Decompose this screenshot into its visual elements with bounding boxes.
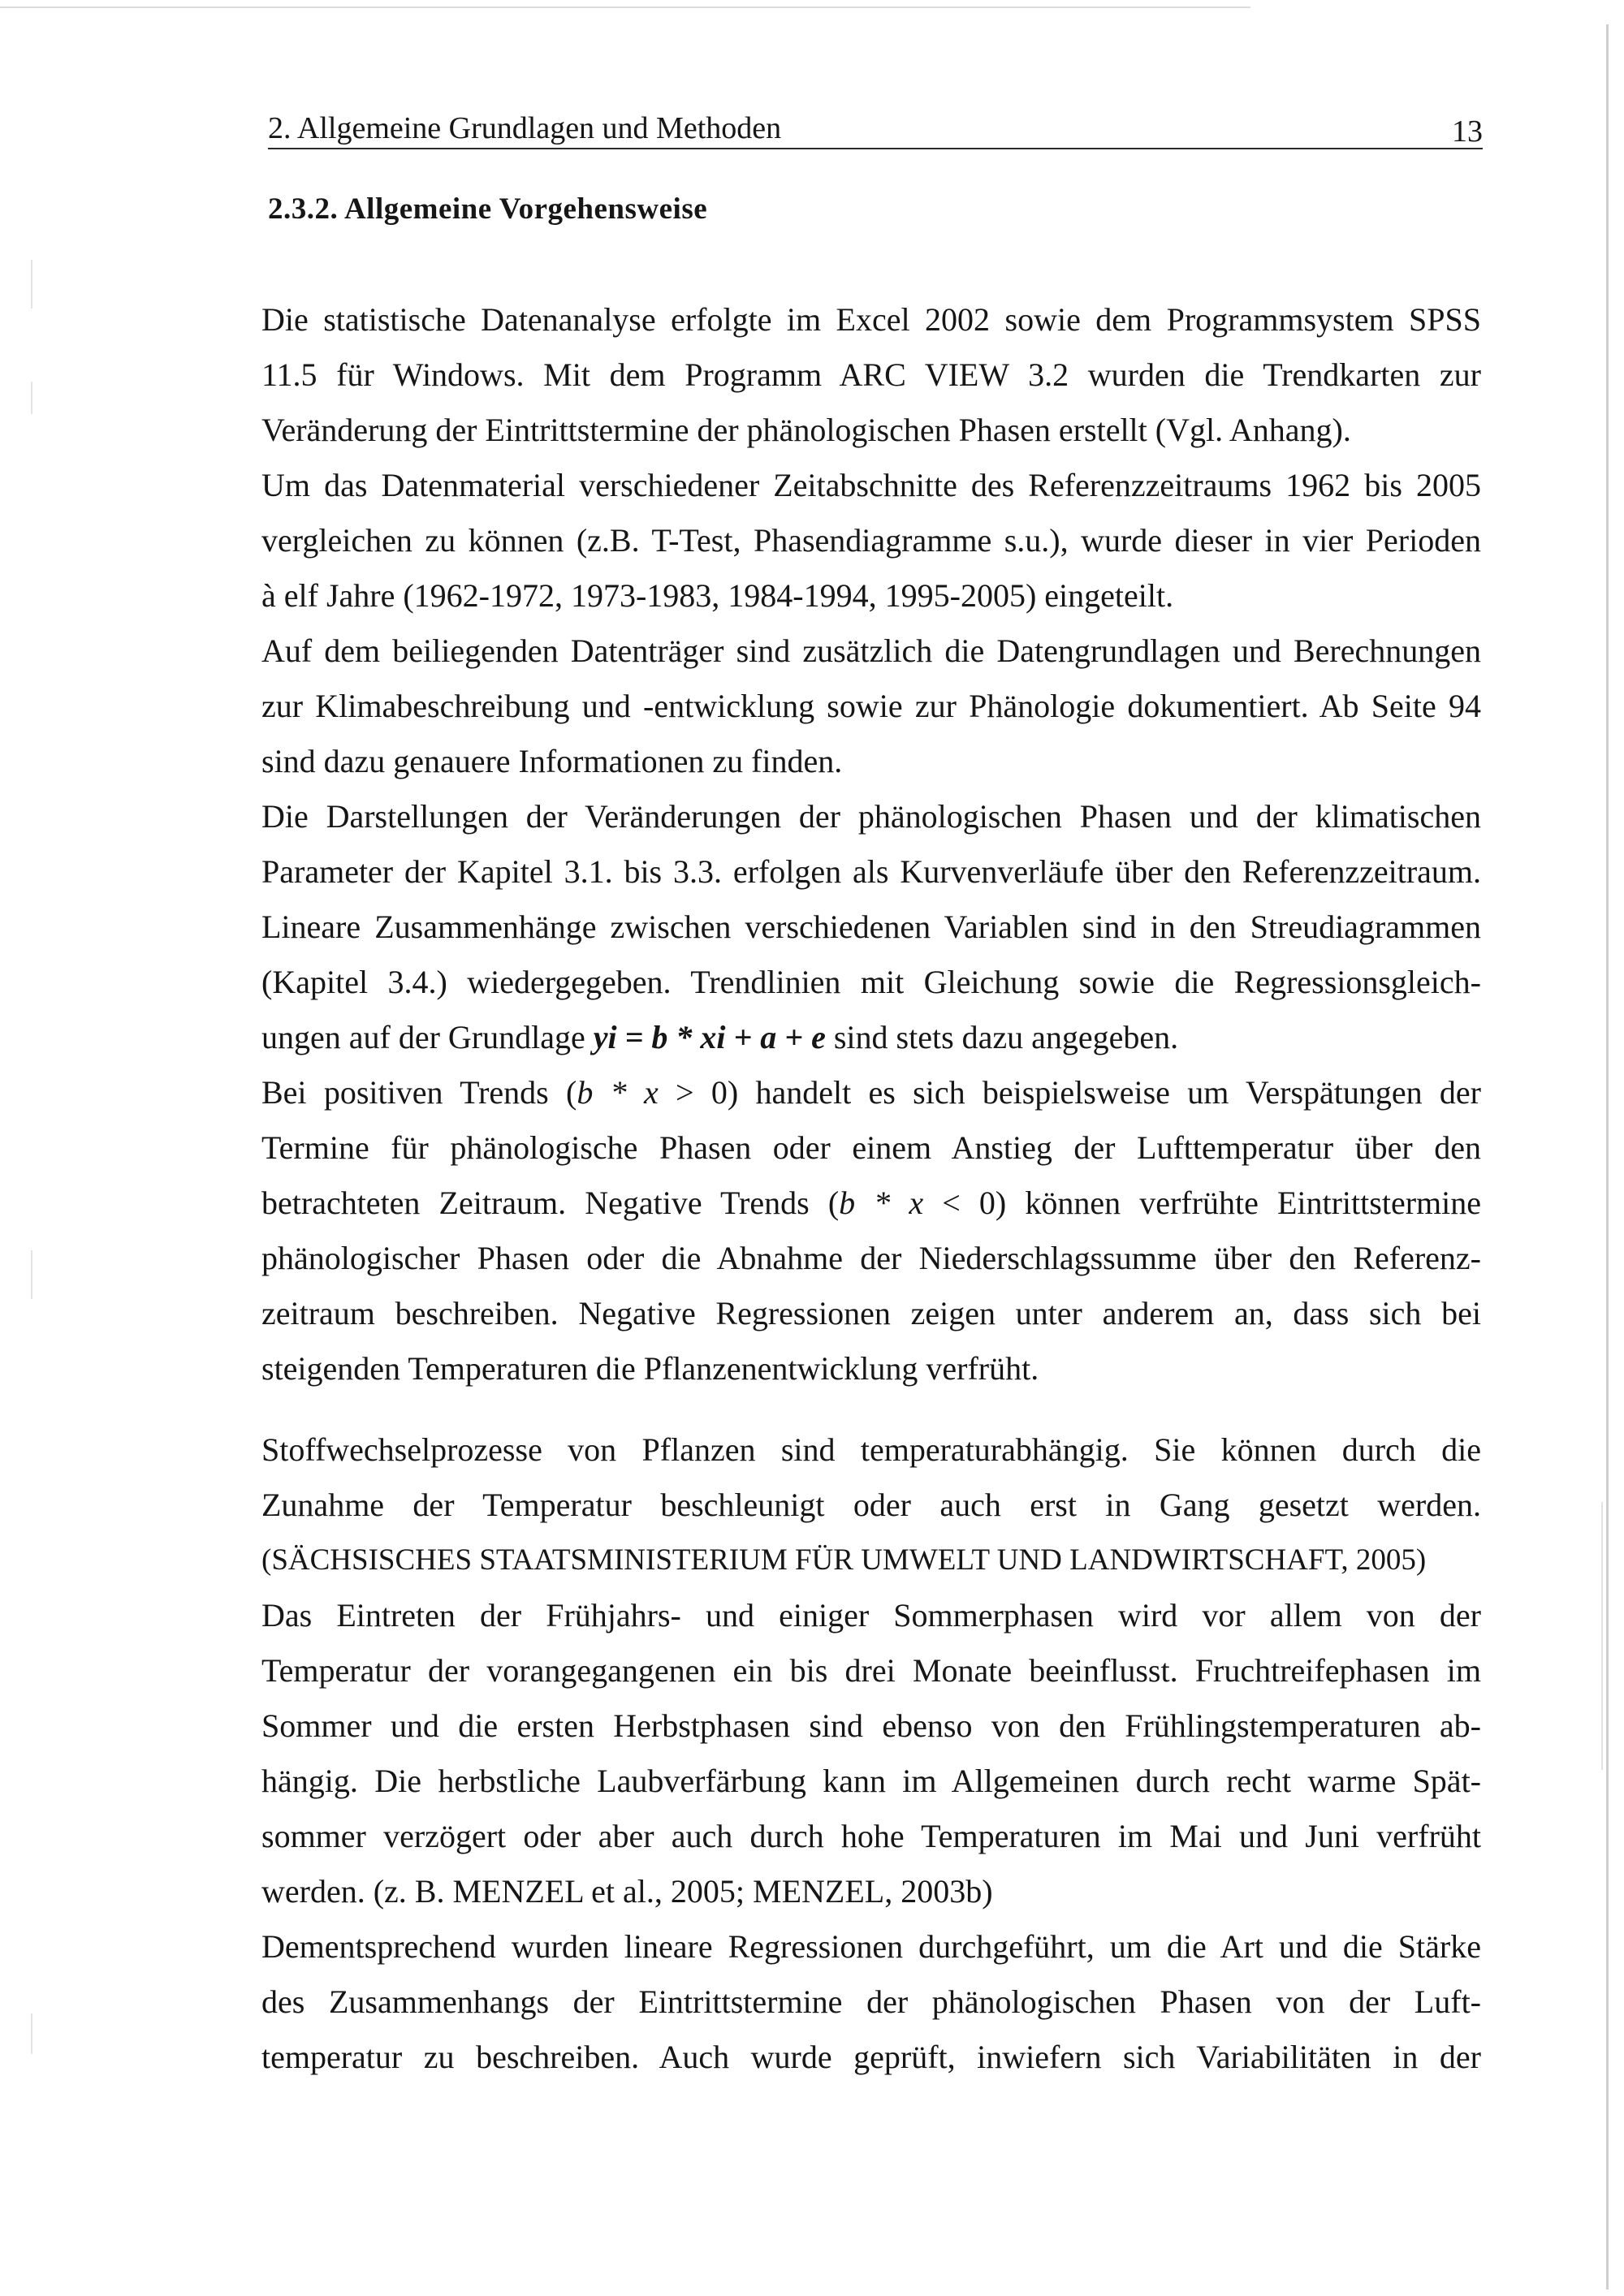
text-line: temperatur zu beschreiben. Auch wurde geprüft, inwiefern sich Variabilitäten in der bbox=[261, 2039, 1481, 2075]
scan-mark-left bbox=[31, 382, 32, 414]
text-segment: betrachteten Zeitraum. Negative Trends ( bbox=[261, 1185, 840, 1221]
text-segment: sind stets dazu angegeben. bbox=[825, 1019, 1179, 1055]
text-line: Veränderung der Eintrittstermine der phänologischen Phasen erstellt (Vgl. Anhang). bbox=[261, 412, 1351, 448]
text-line: à elf Jahre (1962-1972, 1973-1983, 1984-1994, 1995-2005) eingeteilt. bbox=[261, 577, 1174, 614]
text-line: Temperatur der vorangegangenen ein bis drei Monate beeinflusst. Fruchtreifephasen im bbox=[261, 1652, 1481, 1689]
text-segment: > 0) handelt es sich beispielsweise um Verspätungen der bbox=[658, 1074, 1481, 1111]
text-line: Lineare Zusammenhänge zwischen verschiedenen Variablen sind in den Streudiagrammen bbox=[261, 908, 1481, 945]
text-line: Dementsprechend wurden lineare Regressionen durchgeführt, um die Art und die Stärke bbox=[261, 1928, 1481, 1965]
text-line: zeitraum beschreiben. Negative Regressionen zeigen unter anderem an, dass sich bei bbox=[261, 1295, 1481, 1331]
page-number: 13 bbox=[1452, 114, 1483, 149]
text-segment: ungen auf der Grundlage bbox=[261, 1019, 594, 1055]
citation-line: (SÄCHSISCHES STAATSMINISTERIUM FÜR UMWELT UND LANDWIRTSCHAFT, 2005) bbox=[261, 1543, 1427, 1577]
running-header bbox=[268, 110, 1483, 149]
text-segment: < 0) können verfrühte Eintrittstermine bbox=[923, 1185, 1481, 1221]
section-heading: 2.3.2. Allgemeine Vorgehensweise bbox=[268, 192, 708, 226]
text-line: Auf dem beiliegenden Datenträger sind zusätzlich die Datengrundlagen und Berechnungen bbox=[261, 632, 1481, 669]
math-expression: b * x bbox=[577, 1074, 659, 1111]
scan-mark-left bbox=[31, 1250, 32, 1299]
text-line: Stoffwechselprozesse von Pflanzen sind temperaturabhängig. Sie können durch die bbox=[261, 1431, 1481, 1468]
scan-edge-right-inner bbox=[1601, 1502, 1603, 1770]
text-line: Zunahme der Temperatur beschleunigt oder auch erst in Gang gesetzt werden. bbox=[261, 1487, 1481, 1523]
math-expression: b * x bbox=[839, 1185, 924, 1221]
text-line: Termine für phänologische Phasen oder einem Anstieg der Lufttemperatur über den bbox=[261, 1129, 1481, 1166]
scan-mark-left bbox=[31, 260, 32, 309]
text-line: (Kapitel 3.4.) wiedergegeben. Trendlinien mit Gleichung sowie die Regressionsgleich- bbox=[261, 964, 1481, 1000]
regression-formula: yi = b * xi + a + e bbox=[593, 1019, 826, 1055]
text-line: hängig. Die herbstliche Laubverfärbung kann im Allgemeinen durch recht warme Spät- bbox=[261, 1763, 1481, 1799]
text-line: Sommer und die ersten Herbstphasen sind ebenso von den Frühlingstemperaturen ab- bbox=[261, 1707, 1481, 1744]
text-line: vergleichen zu können (z.B. T-Test, Phasendiagramme s.u.), wurde dieser in vier Perioden bbox=[261, 522, 1481, 559]
text-line bbox=[261, 1010, 1481, 1065]
scan-edge-top bbox=[0, 6, 1250, 8]
text-line: sommer verzögert oder aber auch durch hohe Temperaturen im Mai und Juni verfrüht bbox=[261, 1818, 1481, 1854]
scan-mark-left bbox=[31, 2013, 32, 2054]
text-line: Die Darstellungen der Veränderungen der phänologischen Phasen und der klimatischen bbox=[261, 798, 1481, 835]
scan-edge-right bbox=[1606, 24, 1609, 2290]
text-line: phänologischer Phasen oder die Abnahme der Niederschlagssumme über den Referenz- bbox=[261, 1240, 1481, 1276]
text-line: Um das Datenmaterial verschiedener Zeitabschnitte des Referenzzeitraums 1962 bis 2005 bbox=[261, 467, 1481, 503]
running-header-title: 2. Allgemeine Grundlagen und Methoden bbox=[268, 111, 782, 145]
text-line: Parameter der Kapitel 3.1. bis 3.3. erfolgen als Kurvenverläufe über den Referenzzeitraum. bbox=[261, 853, 1481, 890]
text-line: Die statistische Datenanalyse erfolgte im Excel 2002 sowie dem Programmsystem SPSS bbox=[261, 301, 1481, 338]
text-line bbox=[261, 1176, 1481, 1231]
text-line: des Zusammenhangs der Eintrittstermine der phänologischen Phasen von der Luft- bbox=[261, 1983, 1481, 2020]
text-segment: Bei positiven Trends ( bbox=[261, 1074, 577, 1111]
text-line: steigenden Temperaturen die Pflanzenentwicklung verfrüht. bbox=[261, 1350, 1039, 1387]
text-line: werden. (z. B. MENZEL et al., 2005; MENZEL, 2003b) bbox=[261, 1873, 993, 1910]
text-line: sind dazu genauere Informationen zu finden. bbox=[261, 743, 843, 779]
text-line: zur Klimabeschreibung und -entwicklung sowie zur Phänologie dokumentiert. Ab Seite 94 bbox=[261, 688, 1481, 724]
text-line bbox=[261, 1065, 1481, 1120]
text-line: Das Eintreten der Frühjahrs- und einiger Sommerphasen wird vor allem von der bbox=[261, 1597, 1481, 1634]
text-line: 11.5 für Windows. Mit dem Programm ARC VIEW 3.2 wurden die Trendkarten zur bbox=[261, 356, 1481, 393]
